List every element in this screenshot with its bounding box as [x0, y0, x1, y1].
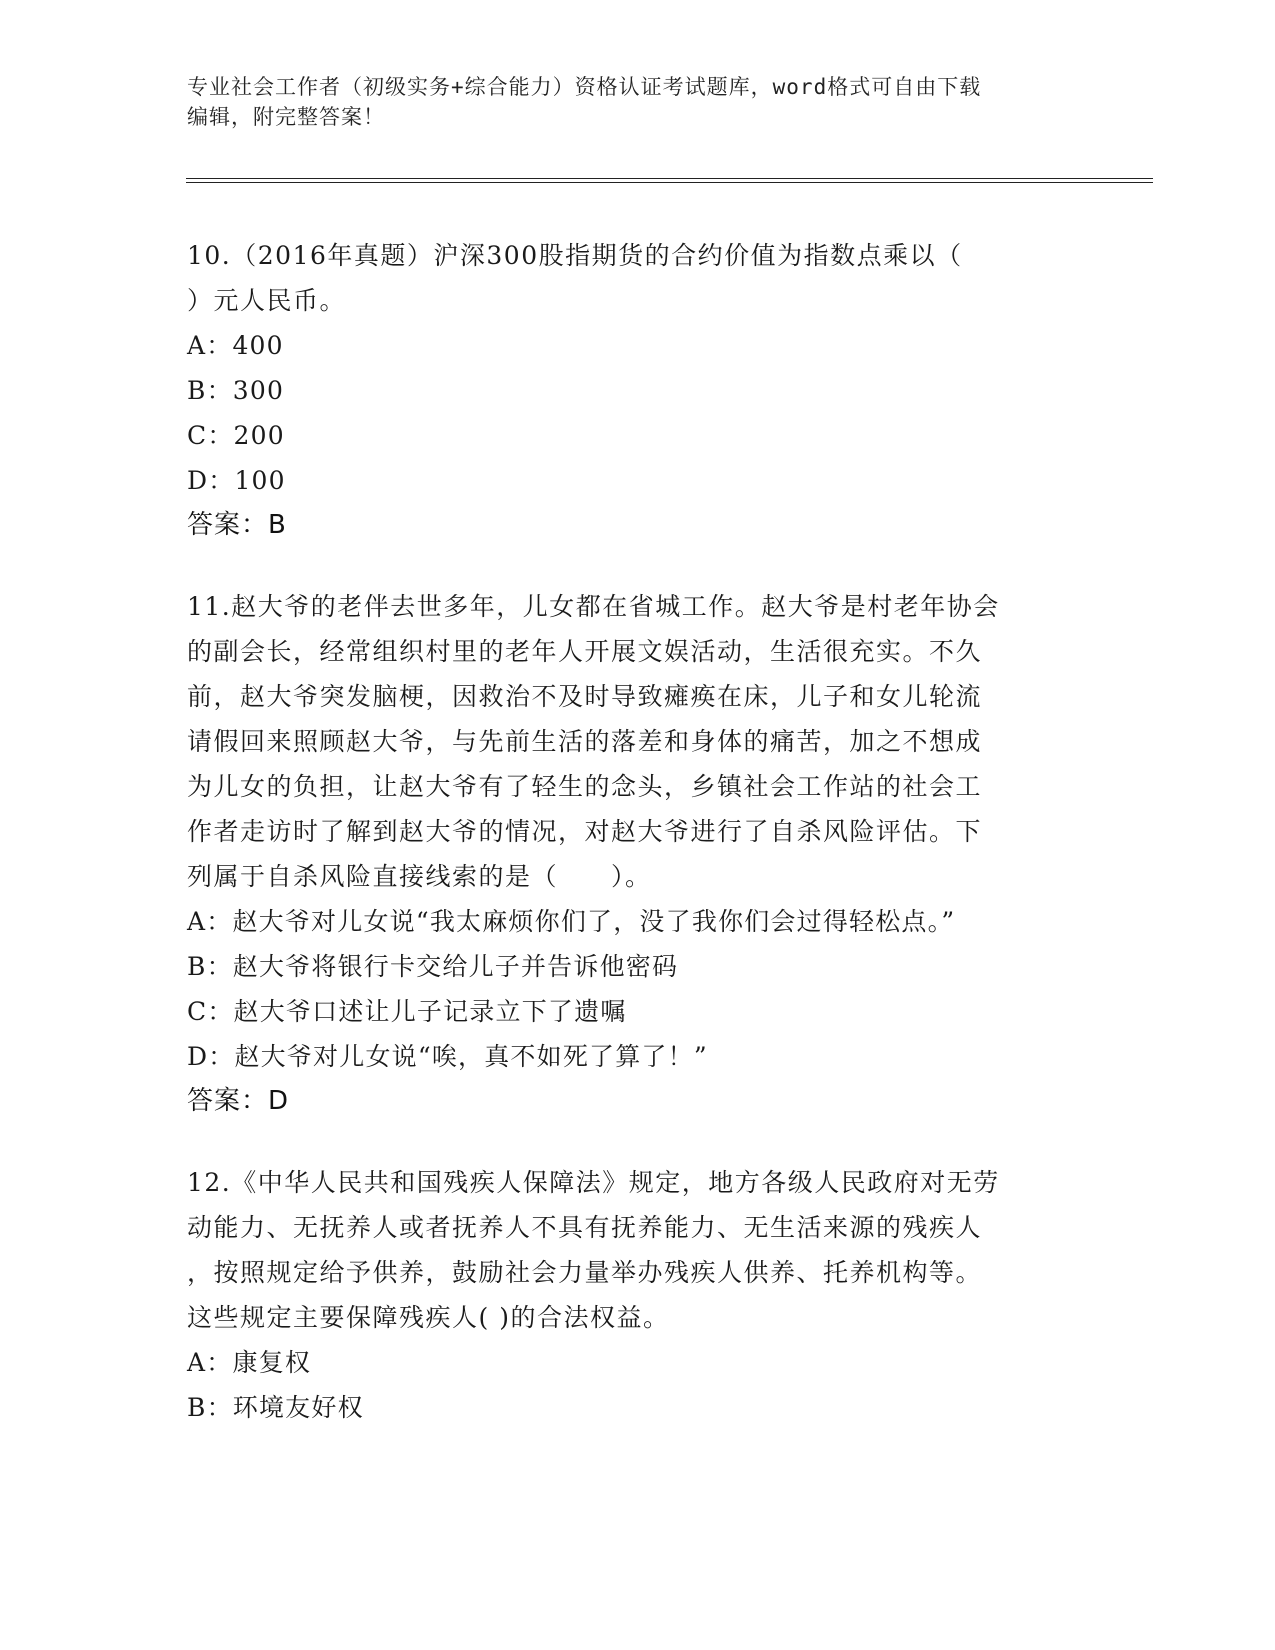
- question-text-line: 为儿女的负担，让赵大爷有了轻生的念头，乡镇社会工作站的社会工: [187, 772, 983, 801]
- question-text-line: 12.《中华人民共和国残疾人保障法》规定，地方各级人民政府对无劳: [187, 1168, 1000, 1197]
- question-text-line: 11.赵大爷的老伴去世多年，儿女都在省城工作。赵大爷是村老年协会: [187, 592, 1000, 621]
- answer-label: 答案：B: [187, 510, 287, 540]
- question-text-line: ，按照规定给予供养，鼓励社会力量举办残疾人供养、托养机构等。: [187, 1258, 983, 1287]
- option-b: B：环境友好权: [187, 1393, 364, 1422]
- question-text-line: 的副会长，经常组织村里的老年人开展文娱活动，生活很充实。不久: [187, 637, 983, 666]
- option-d: D：100: [187, 466, 286, 495]
- option-d: D：赵大爷对儿女说“唉，真不如死了算了！”: [187, 1042, 708, 1071]
- document-header: [187, 72, 1087, 132]
- header-line: 编辑，附完整答案！: [187, 105, 385, 129]
- option-a: A：400: [187, 331, 284, 360]
- answer-label: 答案：D: [187, 1086, 290, 1116]
- question-block: [187, 1160, 1187, 1430]
- option-b: B：300: [187, 376, 285, 405]
- question-text-line: 列属于自杀风险直接线索的是（ ）。: [187, 862, 652, 891]
- header-divider: [186, 178, 1153, 179]
- question-text-line: 前，赵大爷突发脑梗，因救治不及时导致瘫痪在床，儿子和女儿轮流: [187, 682, 983, 711]
- question-text-line: ）元人民币。: [187, 286, 347, 315]
- question-stem: [187, 233, 1187, 323]
- question-list: [187, 233, 1187, 1466]
- option-c: C：200: [187, 421, 285, 450]
- option-a: A：康复权: [187, 1348, 312, 1377]
- question-block: [187, 584, 1187, 1124]
- header-line: 专业社会工作者（初级实务+综合能力）资格认证考试题库，word格式可自由下载: [187, 75, 982, 99]
- question-stem: [187, 1160, 1187, 1340]
- question-text-line: 这些规定主要保障残疾人( )的合法权益。: [187, 1303, 670, 1332]
- option-a: A：赵大爷对儿女说“我太麻烦你们了，没了我你们会过得轻松点。”: [187, 907, 956, 936]
- question-text-line: 请假回来照顾赵大爷，与先前生活的落差和身体的痛苦，加之不想成: [187, 727, 983, 756]
- question-text-line: 作者走访时了解到赵大爷的情况，对赵大爷进行了自杀风险评估。下: [187, 817, 983, 846]
- question-block: [187, 233, 1187, 548]
- option-b: B：赵大爷将银行卡交给儿子并告诉他密码: [187, 952, 679, 981]
- question-text-line: 10.（2016年真题）沪深300股指期货的合约价值为指数点乘以（: [187, 241, 963, 270]
- header-divider: [186, 182, 1153, 183]
- question-stem: [187, 584, 1187, 899]
- option-c: C：赵大爷口述让儿子记录立下了遗嘱: [187, 997, 627, 1026]
- question-text-line: 动能力、无抚养人或者抚养人不具有抚养能力、无生活来源的残疾人: [187, 1213, 983, 1242]
